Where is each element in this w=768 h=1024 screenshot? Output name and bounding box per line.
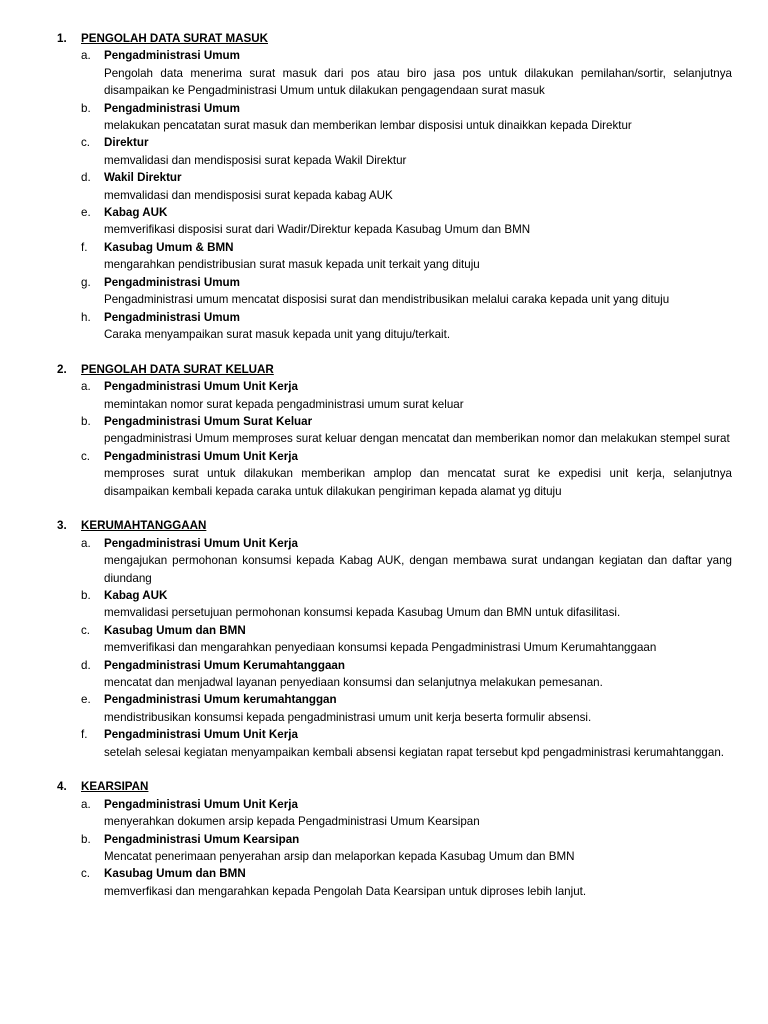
item-letter: f. bbox=[81, 240, 88, 254]
list-item bbox=[0, 100, 768, 135]
list-item bbox=[0, 413, 768, 448]
section-number: 4. bbox=[57, 780, 67, 794]
item-letter: a. bbox=[81, 797, 91, 811]
section-title: PENGOLAH DATA SURAT KELUAR bbox=[81, 362, 274, 376]
list-item bbox=[0, 691, 768, 726]
item-letter: a. bbox=[81, 380, 91, 394]
section-title: PENGOLAH DATA SURAT MASUK bbox=[81, 32, 268, 45]
item-description: Pengolah data menerima surat masuk dari pos atau biro jasa pos untuk dilakukan pemilahan/sortir, selanjutnya disampaikan ke Pengadministrasi Umum untuk dilakukan pengagendaan surat masuk bbox=[104, 66, 732, 98]
item-title: Pengadministrasi Umum bbox=[104, 101, 240, 115]
item-title: Wakil Direktur bbox=[104, 171, 182, 185]
item-title: Pengadministrasi Umum Kearsipan bbox=[104, 832, 300, 846]
section-heading bbox=[0, 517, 768, 534]
item-description: menyerahkan dokumen arsip kepada Pengadministrasi Umum Kearsipan bbox=[104, 815, 480, 829]
item-title: Pengadministrasi Umum Unit Kerja bbox=[104, 728, 298, 742]
section-heading bbox=[0, 778, 768, 795]
item-description: melakukan pencatatan surat masuk dan memberikan lembar disposisi untuk dinaikkan kepada Direktur bbox=[104, 119, 632, 133]
item-title: Pengadministrasi Umum bbox=[104, 310, 240, 324]
item-letter: a. bbox=[81, 536, 91, 550]
item-letter: b. bbox=[81, 832, 91, 846]
item-letter: c. bbox=[81, 136, 91, 150]
item-description: memvalidasi persetujuan permohonan konsumsi kepada Kasubag Umum dan BMN untuk difasilitasi. bbox=[104, 606, 621, 620]
item-title: Kasubag Umum dan BMN bbox=[104, 623, 246, 637]
list-item bbox=[0, 169, 768, 204]
list-item bbox=[0, 134, 768, 169]
item-title: Pengadministrasi Umum Kerumahtanggaan bbox=[104, 658, 345, 672]
item-title: Kasubag Umum dan BMN bbox=[104, 867, 246, 881]
item-description: memverfikasi dan mengarahkan kepada Pengolah Data Kearsipan untuk diproses lebih lanjut. bbox=[104, 884, 587, 898]
list-item bbox=[0, 796, 768, 831]
item-description: Pengadministrasi umum mencatat disposisi surat dan mendistribusikan melalui caraka kepada unit yang dituju bbox=[104, 293, 670, 307]
section-number: 2. bbox=[57, 362, 67, 376]
item-title: Kabag AUK bbox=[104, 206, 168, 220]
list-item bbox=[0, 831, 768, 866]
item-description: Mencatat penerimaan penyerahan arsip dan melaporkan kepada Kasubag Umum dan BMN bbox=[104, 850, 575, 864]
item-letter: b. bbox=[81, 414, 91, 428]
item-title: Pengadministrasi Umum Surat Keluar bbox=[104, 414, 313, 428]
item-description: memverifikasi dan mengarahkan penyediaan konsumsi kepada Pengadministrasi Umum Kerumahtanggaan bbox=[104, 641, 657, 655]
item-letter: g. bbox=[81, 275, 91, 289]
item-letter: b. bbox=[81, 101, 91, 115]
section-kerumahtanggaan bbox=[0, 517, 768, 761]
section-surat-masuk bbox=[0, 30, 768, 343]
item-description: memproses surat untuk dilakukan memberikan amplop dan mencatat surat ke expedisi unit kerja, selanjutnya disampaikan kembali kepada caraka untuk dilakukan pengiriman kepada alamat yg dituju bbox=[104, 467, 732, 498]
section-surat-keluar bbox=[0, 361, 768, 500]
item-description: mengarahkan pendistribusian surat masuk kepada unit terkait yang dituju bbox=[104, 258, 480, 272]
item-letter: f. bbox=[81, 728, 88, 742]
section-kearsipan bbox=[0, 778, 768, 900]
item-letter: d. bbox=[81, 171, 91, 185]
section-heading bbox=[0, 361, 768, 378]
item-title: Pengadministrasi Umum kerumahtanggan bbox=[104, 693, 337, 707]
item-title: Pengadministrasi Umum bbox=[104, 275, 240, 289]
item-letter: c. bbox=[81, 449, 91, 463]
item-letter: b. bbox=[81, 588, 91, 602]
section-title: KEARSIPAN bbox=[81, 780, 149, 794]
item-description: pengadministrasi Umum memproses surat keluar dengan mencatat dan memberikan nomor dan melakukan stempel surat bbox=[104, 432, 730, 446]
section-number: 1. bbox=[57, 32, 67, 45]
item-letter: d. bbox=[81, 658, 91, 672]
item-title: Pengadministrasi Umum Unit Kerja bbox=[104, 797, 298, 811]
list-item bbox=[0, 587, 768, 622]
item-description: memintakan nomor surat kepada pengadministrasi umum surat keluar bbox=[104, 397, 464, 411]
item-letter: c. bbox=[81, 867, 91, 881]
item-title: Pengadministrasi Umum bbox=[104, 49, 240, 63]
list-item bbox=[0, 726, 768, 761]
list-item bbox=[0, 378, 768, 413]
list-item bbox=[0, 535, 768, 587]
item-letter: c. bbox=[81, 623, 91, 637]
list-item bbox=[0, 448, 768, 500]
list-item bbox=[0, 47, 768, 99]
item-description: memvalidasi dan mendisposisi surat kepada Wakil Direktur bbox=[104, 153, 407, 167]
list-item bbox=[0, 239, 768, 274]
item-title: Pengadministrasi Umum Unit Kerja bbox=[104, 449, 298, 463]
item-letter: e. bbox=[81, 206, 91, 220]
list-item bbox=[0, 657, 768, 692]
item-letter: h. bbox=[81, 310, 91, 324]
item-title: Pengadministrasi Umum Unit Kerja bbox=[104, 536, 298, 550]
item-description: memverifikasi disposisi surat dari Wadir/Direktur kepada Kasubag Umum dan BMN bbox=[104, 223, 531, 237]
list-item bbox=[0, 309, 768, 344]
item-description: setelah selesai kegiatan menyampaikan kembali absensi kegiatan rapat tersebut kpd pengadministrasi kerumahtanggan. bbox=[104, 745, 724, 759]
item-description: mencatat dan menjadwal layanan penyediaan konsumsi dan selanjutnya melakukan pemesanan. bbox=[104, 676, 603, 689]
item-title: Direktur bbox=[104, 136, 149, 150]
item-description: Caraka menyampaikan surat masuk kepada unit yang dituju/terkait. bbox=[104, 327, 451, 341]
list-item bbox=[0, 274, 768, 309]
item-letter: e. bbox=[81, 693, 91, 707]
item-description: mengajukan permohonan konsumsi kepada Kabag AUK, dengan membawa surat undangan kegiatan dan daftar yang diundang bbox=[104, 554, 732, 585]
item-description: memvalidasi dan mendisposisi surat kepada kabag AUK bbox=[104, 188, 393, 202]
list-item bbox=[0, 865, 768, 900]
section-heading bbox=[0, 30, 768, 47]
item-title: Pengadministrasi Umum Unit Kerja bbox=[104, 380, 298, 394]
section-number: 3. bbox=[57, 519, 67, 533]
item-letter: a. bbox=[81, 49, 91, 63]
item-title: Kabag AUK bbox=[104, 588, 168, 602]
list-item bbox=[0, 204, 768, 239]
section-title: KERUMAHTANGGAAN bbox=[81, 519, 207, 533]
item-title: Kasubag Umum & BMN bbox=[104, 240, 234, 254]
item-description: mendistribusikan konsumsi kepada pengadministrasi umum unit kerja beserta formulir absensi. bbox=[104, 710, 592, 724]
list-item bbox=[0, 622, 768, 657]
